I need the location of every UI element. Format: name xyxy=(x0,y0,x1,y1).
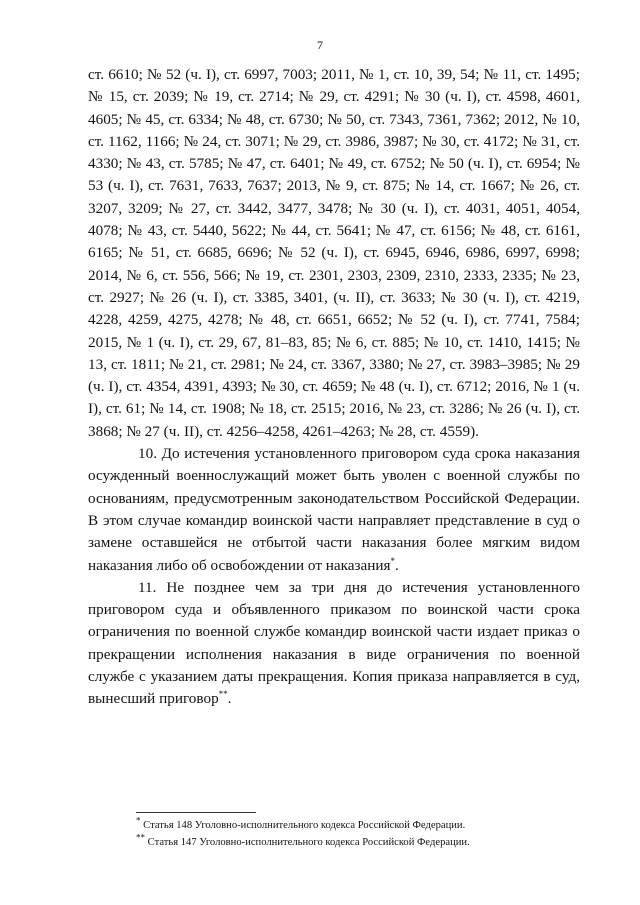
paragraph-10-end: . xyxy=(395,556,399,574)
paragraph-11 xyxy=(88,577,580,711)
citations-continuation: ст. 6610; № 52 (ч. I), ст. 6997, 7003; 2011, № 1, ст. 10, 39, 54; № 11, ст. 1495; № 15, ст. 2039; № 19, ст. 2714; № 29, ст. 4291; № 30 (ч. I), ст. 4598, 4601, 4605; № 45, ст. 6334; № 48, ст. 6730; № 50, ст. 7343, 7361, 7362; 2012, № 10, ст. 1162, 1166; № 24, ст. 3071; № 29, ст. 3986, 3987; № 30, ст. 4172; № 31, ст. 4330; № 43, ст. 5785; № 47, ст. 6401; № 49, ст. 6752; № 50 (ч. I), ст. 6954; № 53 (ч. I), ст. 7631, 7633, 7637; 2013, № 9, ст. 875; № 14, ст. 1667; № 26, ст. 3207, 3209; № 27, ст. 3442, 3477, 3478; № 30 (ч. I), ст. 4031, 4051, 4054, 4078; № 43, ст. 5440, 5622; № 44, ст. 5641; № 47, ст. 6156; № 48, ст. 6161, 6165; № 51, ст. 6685, 6696; № 52 (ч. I), ст. 6945, 6946, 6986, 6997, 6998; 2014, № 6, ст. 556, 566; № 19, ст. 2301, 2303, 2309, 2310, 2333, 2335; № 23, ст. 2927; № 26 (ч. I), ст. 3385, 3401, (ч. II), ст. 3633; № 30 (ч. I), ст. 4219, 4228, 4259, 4275, 4278; № 48, ст. 6651, 6652; № 52 (ч. I), ст. 7741, 7584; 2015, № 1 (ч. I), ст. 29, 67, 81–83, 85; № 6, ст. 885; № 10, ст. 1410, 1415; № 13, ст. 1811; № 21, ст. 2981; № 24, ст. 3367, 3380; № 27, ст. 3983–3985; № 29 (ч. I), ст. 4354, 4391, 4393; № 30, ст. 4659; № 48 (ч. I), ст. 6712; 2016, № 1 (ч. I), ст. 61; № 14, ст. 1908; № 18, ст. 2515; 2016, № 23, ст. 3286; № 26 (ч. I), ст. 3868; № 27 (ч. II), ст. 4256–4258, 4261–4263; № 28, ст. 4559). xyxy=(88,66,580,440)
footnotes xyxy=(136,817,576,851)
footnote-1 xyxy=(136,817,576,834)
footnote-marker-1: * xyxy=(390,555,396,566)
page-number: 7 xyxy=(317,38,323,52)
footnote-marker-2: ** xyxy=(218,689,228,700)
footnote-1-text: Статья 148 Уголовно-исполнительного кодекса Российской Федерации. xyxy=(140,820,466,831)
paragraph-11-end: . xyxy=(227,690,232,708)
paragraph-10-text: 10. До истечения установленного приговором суда срока наказания осужденный военнослужащий может быть уволен с военной службы по основаниям, предусмотренным законодательством Российской Федерации. В этом случае командир воинской части направляет представление в суд о замене оставшейся не отбытой части наказания более мягким видом наказания либо об освобождении от наказания xyxy=(88,445,580,574)
footnote-2-marker: ** xyxy=(136,832,145,843)
footnote-2-text: Статья 147 Уголовно-исполнительного кодекса Российской Федерации. xyxy=(145,837,470,848)
footnote-2 xyxy=(136,834,576,851)
paragraph-10 xyxy=(88,443,580,577)
paragraph-11-text: 11. Не позднее чем за три дня до истечения установленного приговором суда и объявленного приказом по воинской части срока ограничения по военной службе командир воинской части издает приказ о прекращении исполнения наказания в виде ограничения по военной службе с указанием даты прекращения. Копия приказа направляется в суд, вынесший приговор xyxy=(88,578,580,708)
footnote-1-marker: * xyxy=(136,815,141,826)
document-body xyxy=(88,64,580,711)
footnote-separator xyxy=(136,812,256,813)
